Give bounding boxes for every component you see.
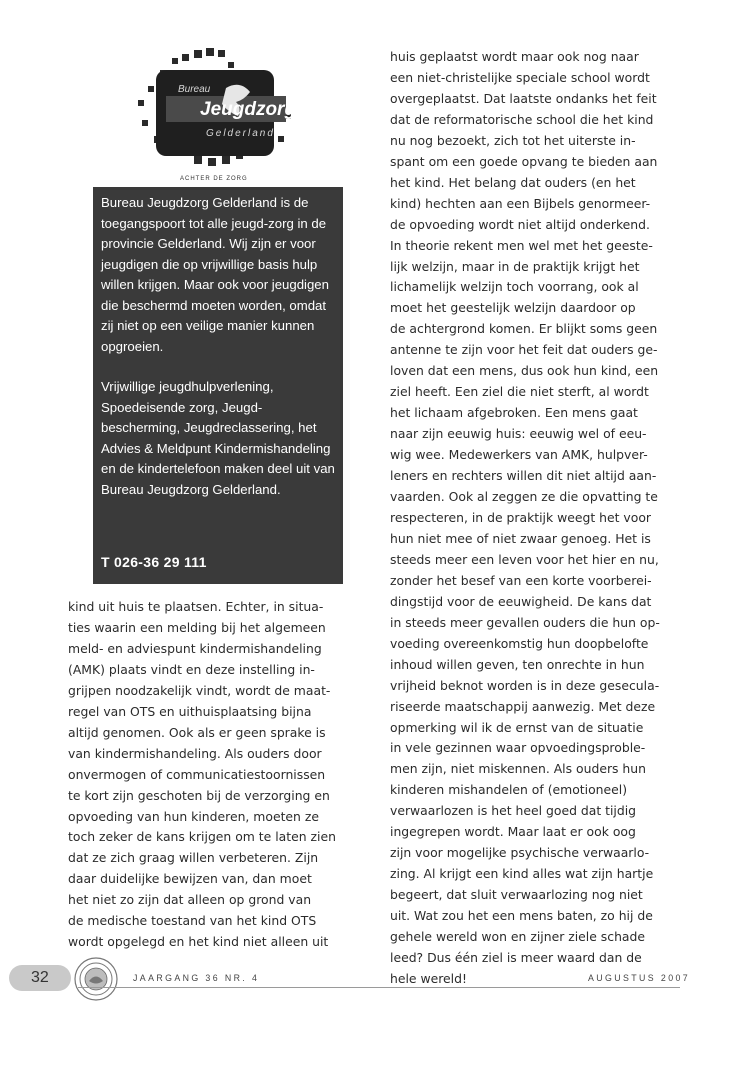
- text-line: dingstijd voor de eeuwigheid. De kans dat: [390, 593, 652, 609]
- text-line: een niet-christelijke speciale school wordt: [390, 69, 650, 85]
- text-line: hele wereld!: [390, 970, 467, 986]
- text-line: uit. Wat zou het een mens baten, zo hij de: [390, 908, 653, 924]
- text-line: toch zeker de kans krijgen om te laten zien: [68, 829, 336, 845]
- text-line: regel van OTS en uithuisplaatsing bijna: [68, 703, 312, 719]
- text-line: van kindermishandeling. Als ouders door: [68, 745, 322, 761]
- text-line: zing. Al krijgt een kind alles wat zijn hartje: [390, 866, 654, 882]
- text-line: steeds meer een leven voor het hier en nu,: [390, 551, 659, 567]
- text-line: het niet zo zijn dat alleen op grond van: [68, 892, 312, 908]
- text-line: overgeplaatst. Dat laatste ondanks het feit: [390, 90, 657, 106]
- info-paragraph-2: Vrijwillige jeugdhulpverlening, Spoedeisende zorg, Jeugd-bescherming, Jeugdreclassering, het Advies & Meldpunt Kindermishandeling en de kindertelefoon maken deel uit van Bureau Jeugdzorg Gelderland.: [101, 379, 335, 497]
- text-line: opmerking wil ik de ernst van de situatie: [390, 719, 644, 735]
- text-line: lijk welzijn, maar in de praktijk krijgt het: [390, 258, 640, 274]
- text-line: vrijheid beknot worden is in deze geseculа-: [390, 677, 660, 693]
- text-line: huis geplaatst wordt maar ook nog naar: [390, 49, 639, 64]
- text-line: vaarden. Ook al zeggen ze die opvatting te: [390, 489, 658, 505]
- text-line: de achtergrond komen. Er blijkt soms geen: [390, 321, 658, 337]
- text-line: dat de reformatorische school die het kind: [390, 111, 654, 127]
- text-line: hun niet mee of niet zwaar genoeg. Het is: [390, 530, 651, 546]
- text-line: onvermogen of communicatiestoornissen: [68, 766, 326, 782]
- text-line: naar zijn eeuwig huis: eeuwig wel of eeu-: [390, 426, 647, 442]
- text-line: spant om een goede opvang te bieden aan: [390, 153, 658, 169]
- text-line: kind uit huis te plaatsen. Echter, in situa-: [68, 599, 324, 614]
- text-line: leners en rechters willen dit niet altijd aan-: [390, 468, 657, 484]
- info-paragraph-1: Bureau Jeugdzorg Gelderland is de toegangspoort tot alle jeugd-zorg in de provincie Gelderland. Wij zijn er voor jeugdigen die op vrijwillige basis hulp willen krijgen. Maar ook voor jeugdigen die beschermd moeten worden, omdat zij niet op een veilige manier kunnen opgroeien.: [101, 195, 329, 354]
- text-line: in vele gezinnen waar opvoedingsproble-: [390, 740, 646, 756]
- text-line: ties waarin een melding bij het algemeen: [68, 619, 326, 635]
- text-line: (AMK) plaats vindt en deze instelling in-: [68, 661, 315, 677]
- text-line: kind) hechten aan een Bijbels genormeer-: [390, 195, 651, 211]
- text-line: te kort zijn geschoten bij de verzorging en: [68, 787, 330, 803]
- info-box: [93, 187, 343, 584]
- text-line: zijn voor mogelijke psychische verwaarlo-: [390, 845, 650, 861]
- text-line: inhoud willen geven, ten onrechte in hun: [390, 656, 645, 672]
- page-number: 32: [9, 965, 71, 991]
- text-line: gehele wereld won en zijner ziele schade: [390, 929, 646, 945]
- text-line: in steeds meer gevallen ouders die hun op-: [390, 614, 660, 630]
- text-line: antenne te zijn voor het feit dat ouders ge-: [390, 342, 658, 358]
- text-line: altijd genomen. Ook als er geen sprake is: [68, 724, 326, 740]
- right-column-text: [390, 47, 690, 990]
- text-line: wig wee. Medewerkers van AMK, hulpver-: [390, 447, 648, 463]
- left-column-text: [68, 597, 358, 953]
- info-phone: T 026-36 29 111: [101, 554, 207, 570]
- text-line: voeding overeenkomstig hun doopbelofte: [390, 635, 649, 651]
- text-line: moet het geestelijk welzijn daardoor op: [390, 300, 636, 316]
- logo-tagline: ACHTER DE ZORG: [180, 176, 248, 182]
- text-line: wordt opgelegd en het kind niet alleen uit: [68, 934, 329, 950]
- text-line: nu nog bezoekt, zich tot het uiterste in-: [390, 132, 636, 148]
- text-line: het lichaam afgebroken. Een mens gaat: [390, 405, 638, 421]
- text-line: men zijn, niet miskennen. Als ouders hun: [390, 761, 646, 777]
- text-line: lichamelijk welzijn toch voorrang, ook al: [390, 279, 639, 295]
- text-line: grijpen noodzakelijk vindt, wordt de maat-: [68, 682, 331, 698]
- text-line: daar duidelijke bewijzen van, dan moet: [68, 871, 312, 887]
- logo-line1: Bureau: [178, 84, 211, 95]
- text-line: meld- en adviespunt kindermishandeling: [68, 640, 322, 656]
- text-line: kinderen mishandelen of (emotioneel): [390, 782, 628, 798]
- text-line: dat ze zich graag willen verbeteren. Zijn: [68, 850, 319, 866]
- text-line: ziel heeft. Een ziel die niet sterft, al wordt: [390, 384, 649, 400]
- footer-rule: [78, 987, 680, 988]
- text-line: riseerde maatschappij aanwezig. Met deze: [390, 698, 656, 714]
- text-line: respecteren, in de praktijk weegt het voor: [390, 509, 652, 525]
- text-line: zonder het besef van een korte voorberei-: [390, 572, 652, 588]
- text-line: ingegrepen wordt. Maar laat er ook oog: [390, 824, 636, 840]
- text-line: opvoeding van hun kinderen, moeten ze: [68, 808, 319, 824]
- jeugdzorg-logo-graphic: [108, 40, 318, 188]
- text-line: het kind. Het belang dat ouders (en het: [390, 174, 636, 190]
- text-line: begeert, dat sluit verwaarlozing nog niet: [390, 887, 643, 903]
- logo-line3: Gelderland: [206, 128, 275, 139]
- journal-seal-icon: [74, 957, 118, 1001]
- text-line: de opvoeding wordt niet altijd onderkend.: [390, 216, 650, 232]
- text-line: loven dat een mens, dus ook hun kind, een: [390, 363, 659, 379]
- logo-line2: Jeugdzorg: [200, 99, 297, 120]
- footer-issue: JAARGANG 36 NR. 4: [133, 973, 260, 983]
- text-line: leed? Dus één ziel is meer waard dan de: [390, 949, 642, 965]
- text-line: In theorie rekent men wel met het geeste-: [390, 237, 653, 253]
- text-line: de medische toestand van het kind OTS: [68, 913, 317, 929]
- text-line: verwaarlozen is het heel goed dat tijdig: [390, 803, 637, 819]
- jeugdzorg-logo: [108, 40, 318, 188]
- footer-date: AUGUSTUS 2007: [588, 973, 691, 983]
